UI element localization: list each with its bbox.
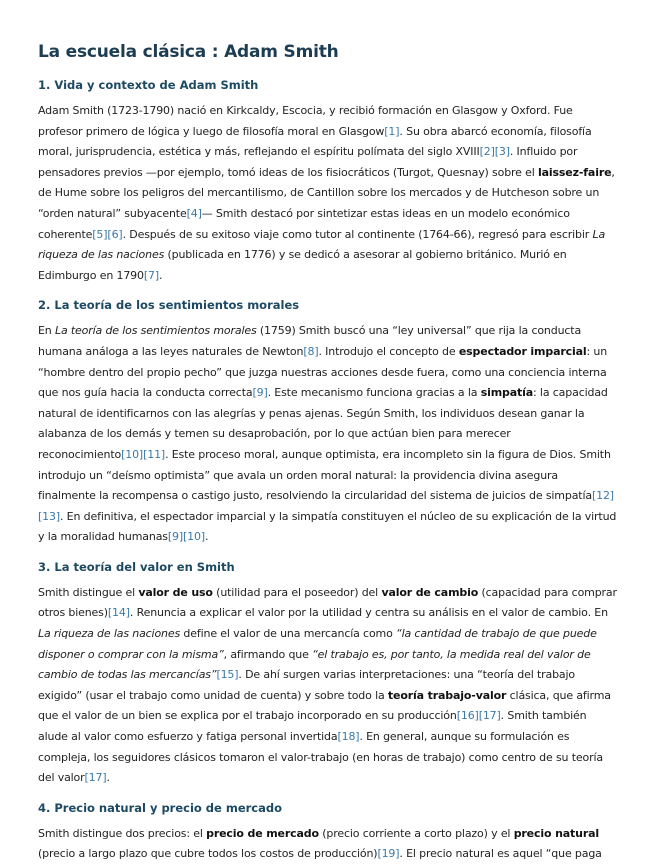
citation-link[interactable]: [13]: [38, 509, 60, 523]
citation-link[interactable]: [2]: [479, 145, 495, 159]
section-3: [38, 559, 619, 789]
citation-link[interactable]: [5]: [92, 227, 108, 241]
bold-term: simpatía: [480, 386, 534, 400]
citation-link[interactable]: [15]: [216, 668, 239, 682]
citation-link[interactable]: [16]: [456, 709, 479, 723]
bold-term: espectador imparcial: [458, 344, 587, 358]
citation-link[interactable]: [3]: [494, 145, 510, 159]
citation-link[interactable]: [10]: [121, 447, 144, 461]
citation-link[interactable]: [10]: [183, 530, 205, 544]
bold-term: laissez-faire: [538, 165, 612, 179]
citation-link[interactable]: [19]: [377, 847, 400, 861]
section-paragraph: Adam Smith (1723-1790) nació en Kirkcaldy, Escocia, y recibió formación en Glasgow y Oxford. Fue profesor primero de lógica y luego de filosofía moral en Glasgow[1]. Su obra abarcó economía, filosofía moral, jurisprudencia, estética y más, reflejando el espíritu polímata del siglo XVIII[2][3]. Influido por pensadores previos —por ejemplo, tomó ideas de los fisiocráticos (Turgot, Quesnay) sobre el laissez-faire, de Hume sobre los peligros del mercantilismo, de Cantillon sobre los mercados y de Hutcheson sobre un “orden natural” subyacente[4]— Smith destacó por sintetizar estas ideas en un modelo económico coherente[5][6]. Después de su exitoso viaje como tutor al continente (1764-66), regresó para escribir La riqueza de las naciones (publicada en 1776) y se dedicó a asesorar al gobierno británico. Murió en Edimburgo en 1790[7].: [38, 104, 615, 282]
citation-link[interactable]: [14]: [107, 606, 130, 620]
citation-link[interactable]: [17]: [478, 709, 501, 723]
italic-text: La riqueza de las naciones: [38, 627, 181, 641]
citation-link[interactable]: [12]: [591, 489, 614, 503]
citation-link[interactable]: [8]: [303, 344, 319, 358]
citation-link[interactable]: [1]: [384, 124, 400, 138]
bold-term: precio natural: [513, 826, 599, 840]
section-4: [38, 800, 619, 865]
citation-link[interactable]: [11]: [143, 447, 166, 461]
bold-term: valor de cambio: [381, 585, 479, 599]
bold-term: precio de mercado: [206, 826, 319, 840]
section-heading: 1. Vida y contexto de Adam Smith: [38, 78, 259, 92]
section-heading: 3. La teoría del valor en Smith: [38, 559, 235, 574]
section-paragraph: Smith distingue dos precios: el precio de mercado (precio corriente a corto plazo) y el precio natural (precio a largo plazo que cubre todos los costos de producción)[19]. El precio natural es aquel “que paga: [38, 826, 602, 861]
page-title: La escuela clásica : Adam Smith: [38, 42, 339, 62]
section-2: [38, 297, 619, 548]
citation-link[interactable]: [18]: [337, 730, 360, 744]
italic-text: La teoría de los sentimientos morales: [54, 324, 257, 338]
section-heading: 2. La teoría de los sentimientos morales: [38, 298, 300, 313]
citation-link[interactable]: [9]: [252, 386, 268, 400]
section-paragraph: Smith distingue el valor de uso (utilidad para el poseedor) del valor de cambio (capacidad para comprar otros bienes)[14]. Renuncia a explicar el valor por la utilidad y centra su análisis en el valor de cambio. En La riqueza de las naciones define el valor de una mercancía como “la cantidad de trabajo de que puede disponer o comprar con la misma”, afirmando que “el trabajo es, por tanto, la medida real del valor de cambio de todas las mercancías”[15]. De ahí surgen varias interpretaciones: una “teoría del trabajo exigido” (usar el trabajo como unidad de cuenta) y sobre todo la teoría trabajo-valor clásica, que afirma que el valor de un bien se explica por el trabajo incorporado en su producción[16][17]. Smith también alude al valor como esfuerzo y fatiga personal invertida[18]. En general, aunque su formulación es compleja, los seguidores clásicos tomaron el valor-trabajo (en horas de trabajo) como centro de su teoría del valor[17].: [38, 585, 617, 785]
bold-term: valor de uso: [138, 585, 213, 599]
citation-link[interactable]: [6]: [107, 227, 123, 241]
section-1: [38, 77, 619, 286]
section-heading: 4. Precio natural y precio de mercado: [38, 800, 283, 815]
italic-text: “la cantidad de trabajo de que puede disponer o comprar con la misma”: [38, 627, 597, 661]
italic-text: La riqueza de las naciones: [38, 227, 606, 262]
citation-link[interactable]: [7]: [143, 268, 160, 282]
citation-link[interactable]: [4]: [186, 206, 202, 220]
section-paragraph: En La teoría de los sentimientos morales (1759) Smith buscó una “ley universal” que rija la conducta humana análoga a las leyes naturales de Newton[8]. Introdujo el concepto de espectador imparcial: un “hombre dentro del propio pecho” que juzga nuestras acciones desde fuera, como una conciencia interna que nos guía hacia la conducta correcta[9]. Este mecanismo funciona gracias a la simpatía: la capacidad natural de identificarnos con las alegrías y penas ajenas. Según Smith, los individuos desean ganar la alabanza de los demás y temen su desaprobación, por lo que actúan bien para merecer reconocimiento[10][11]. Este proceso moral, aunque optimista, era incompleto sin la figura de Dios. Smith introdujo un “deísmo optimista” que avala un orden moral natural: la providencia divina asegura finalmente la recompensa o castigo justo, resolviendo la circularidad del sistema de juicios de simpatía[12][13]. En definitiva, el espectador imparcial y la simpatía constituyen el núcleo de su explicación de la virtud y la moralidad humanas[9][10].: [38, 324, 617, 544]
bold-term: teoría trabajo-valor: [387, 688, 507, 702]
italic-text: “el trabajo es, por tanto, la medida real del valor de cambio de todas las mercancías”: [38, 647, 591, 682]
citation-link[interactable]: [17]: [84, 771, 107, 785]
citation-link[interactable]: [9]: [167, 530, 184, 544]
